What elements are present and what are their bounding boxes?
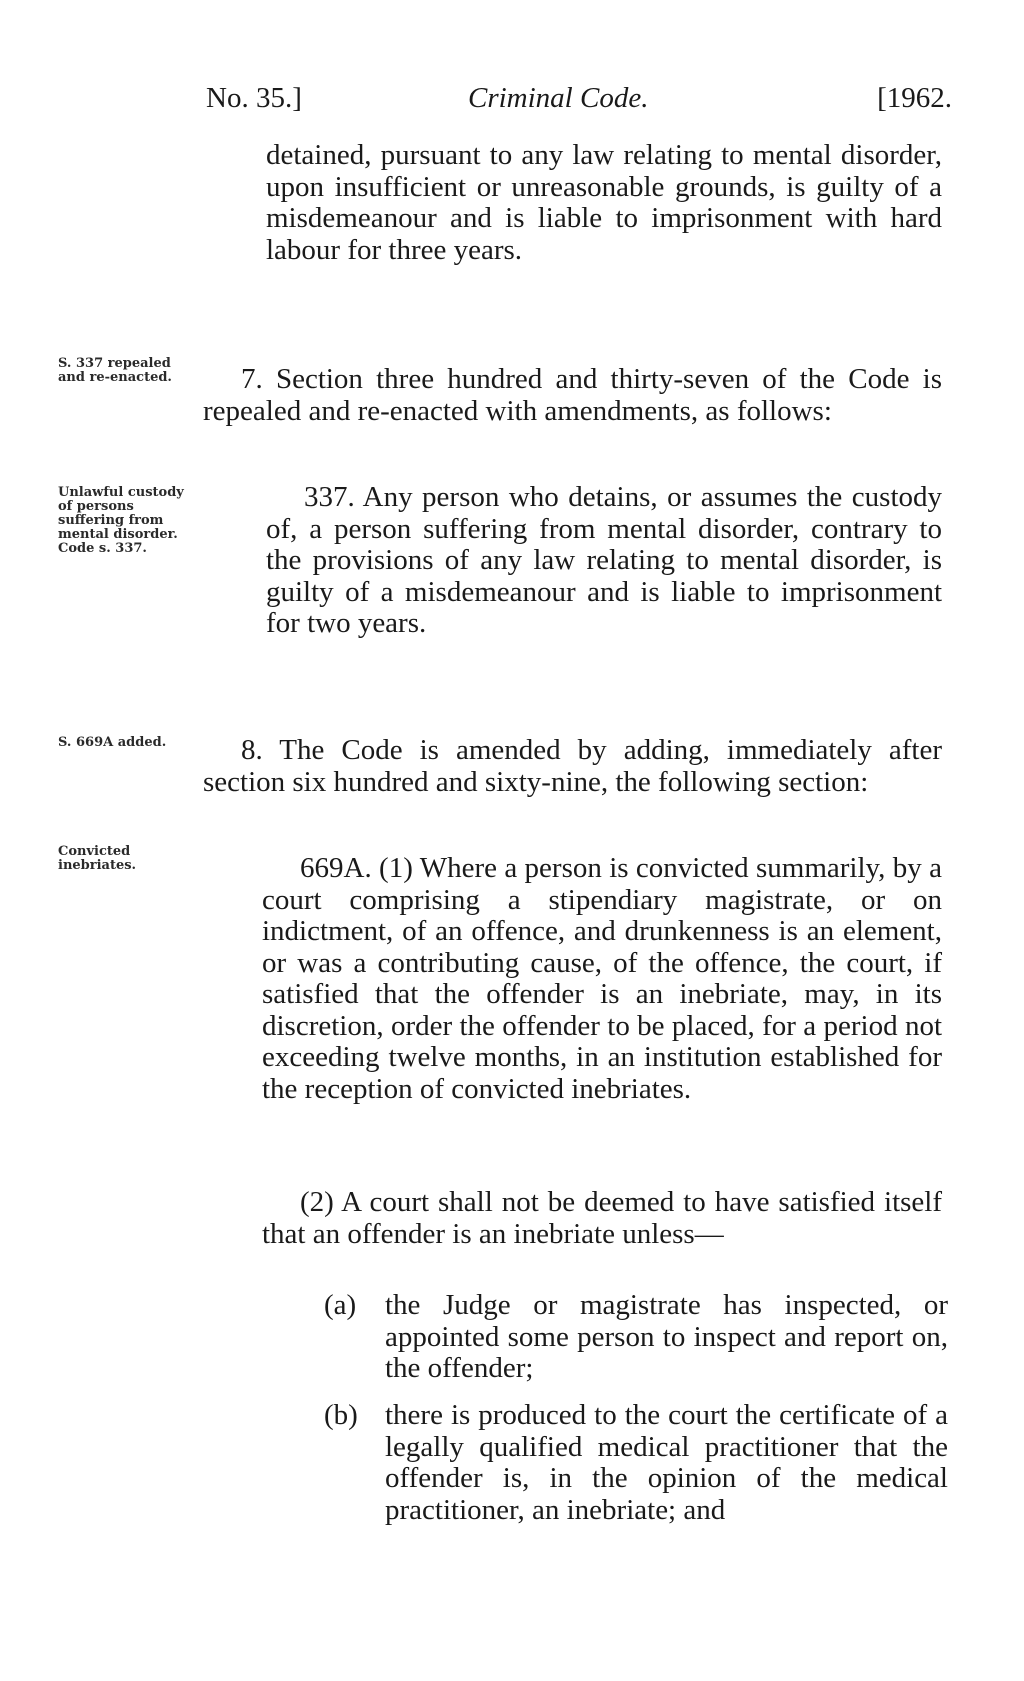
marginal-note-s669a: S. 669A added.: [58, 735, 167, 750]
section-337-paragraph: 337. Any person who detains, or assumes the custody of, a person suffering from mental disorder, contrary to the provisions of any law relating to mental disorder, is guilty of a misdemeanour and is liable to imprisonment for two years.: [266, 481, 942, 639]
marginal-note-convicted-inebriates: Convicted inebriates.: [58, 844, 137, 873]
list-item-b: [324, 1400, 948, 1560]
list-item-label: (b): [324, 1399, 358, 1431]
continuation-paragraph: detained, pursuant to any law relating to mental disorder, upon insufficient or unreasonable grounds, is guilty of a misdemeanour and is liable to imprisonment with hard labour for three years.: [266, 139, 942, 266]
marginal-note-unlawful-custody: Unlawful custody of persons suffering from mental disorder. Code s. 337.: [58, 485, 184, 556]
running-title: Criminal Code.: [468, 82, 649, 114]
section-669a-subsection-2: (2) A court shall not be deemed to have satisfied itself that an offender is an inebriate unless—: [262, 1186, 942, 1250]
list-item-text: the Judge or magistrate has inspected, or appointed some person to inspect and report on, the offender;: [385, 1289, 948, 1384]
list-item-text: there is produced to the court the certificate of a legally qualified medical practitioner that the offender is, in the opinion of the medical practitioner, an inebriate; and: [385, 1399, 948, 1526]
year: [1962.: [877, 82, 952, 114]
act-number: No. 35.]: [206, 82, 302, 114]
section-669a-subsection-1: 669A. (1) Where a person is convicted summarily, by a court comprising a stipendiary magistrate, or on indictment, of an offence, and drunkenness is an element, or was a contributing cause, of the offence, the court, if satisfied that the offender is an inebriate, may, in its discretion, order the offender to be placed, for a period not exceeding twelve months, in an institution established for the reception of convicted inebriates.: [262, 852, 942, 1105]
section-8-paragraph: 8. The Code is amended by adding, immediately after section six hundred and sixty-nine, the following section:: [203, 734, 942, 798]
section-7-paragraph: 7. Section three hundred and thirty-seven of the Code is repealed and re-enacted with amendments, as follows:: [203, 363, 942, 427]
page-header: [206, 82, 958, 122]
list-item-label: (a): [324, 1289, 357, 1321]
list-item-a: [324, 1290, 948, 1390]
marginal-note-s337: S. 337 repealed and re-enacted.: [58, 356, 172, 385]
